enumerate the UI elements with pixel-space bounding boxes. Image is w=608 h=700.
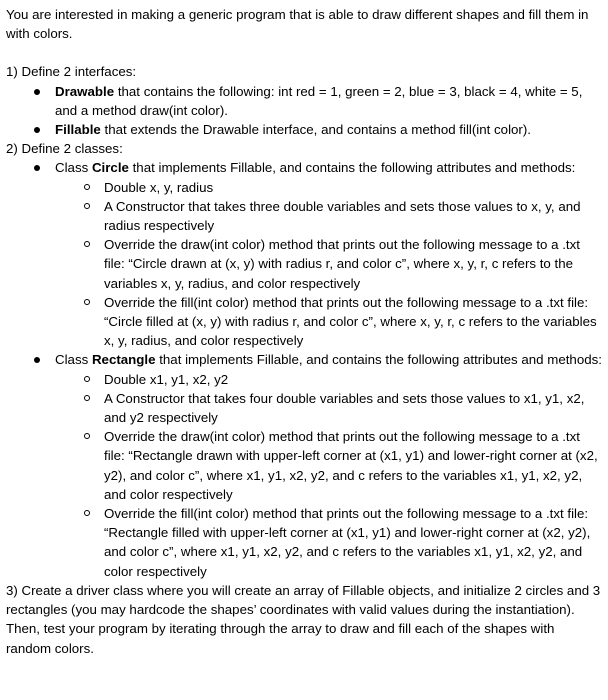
- fillable-text: that extends the Drawable interface, and contains a method fill(int color).: [100, 122, 531, 138]
- classes-list: [6, 158, 602, 580]
- rectangle-members-list: [55, 370, 602, 581]
- rectangle-member: Double x1, y1, x2, y2: [55, 370, 602, 389]
- rectangle-member: A Constructor that takes four double variables and sets those values to x1, y1, x2, and y2 respectively: [55, 389, 602, 427]
- fillable-item: [6, 120, 602, 139]
- circle-post: that implements Fillable, and contains the following attributes and methods:: [128, 160, 576, 176]
- rectangle-class-item: [6, 350, 602, 580]
- intro-paragraph: You are interested in making a generic program that is able to draw different shapes and fill them in with colors.: [6, 7, 589, 42]
- circle-pre: Class: [55, 160, 92, 176]
- section-2-heading: 2) Define 2 classes:: [6, 141, 123, 157]
- section-3-paragraph: 3) Create a driver class where you will create an array of Fillable objects, and initialize 2 circles and 3 rectangles (you may hardcode the shapes’ coordinates with valid values during the instantiation). Then, test your program by iterating through the array to draw and fill each of the shapes with random colors.: [6, 582, 601, 656]
- rectangle-member: Override the fill(int color) method that prints out the following message to a .txt file: “Rectangle filled with upper-left corner at (x1, y1) and lower-right corner at (x2, y2), and color c”, where x1, y1, x2, y2, and c refers to the variables x1, y1, x2, y2, and color respectively: [55, 504, 602, 581]
- circle-member: Double x, y, radius: [55, 178, 602, 197]
- circle-member: A Constructor that takes three double variables and sets those values to x, y, and radius respectively: [55, 197, 602, 235]
- rectangle-name: Rectangle: [91, 352, 156, 368]
- drawable-name: Drawable: [55, 83, 115, 99]
- circle-members-list: [55, 178, 602, 351]
- circle-class-item: [6, 158, 602, 350]
- drawable-item: [6, 82, 602, 120]
- circle-member: Override the fill(int color) method that prints out the following message to a .txt file: “Circle filled at (x, y) with radius r, and color c”, where x, y, r, c refers to the variables x, y, radius, and color respectively: [55, 293, 602, 351]
- rectangle-post: that implements Fillable, and contains the following attributes and methods:: [155, 352, 602, 368]
- interfaces-list: [6, 82, 602, 140]
- drawable-text: that contains the following: int red = 1, green = 2, blue = 3, black = 4, white = 5, and a method draw(int color).: [55, 83, 583, 118]
- circle-member: Override the draw(int color) method that prints out the following message to a .txt file: “Circle drawn at (x, y) with radius r, and color c”, where x, y, r, c refers to the variables x, y, radius, and color respectively: [55, 235, 602, 293]
- rectangle-pre: Class: [55, 352, 92, 368]
- rectangle-member: Override the draw(int color) method that prints out the following message to a .txt file: “Rectangle drawn with upper-left corner at (x1, y1) and lower-right corner at (x2, y2), and color c”, where x1, y1, x2, y2, and c refers to the variables x1, y1, x2, y2, and color respectively: [55, 427, 602, 504]
- fillable-name: Fillable: [55, 122, 101, 138]
- spacer: [6, 43, 602, 62]
- circle-name: Circle: [91, 160, 129, 176]
- section-1-heading: 1) Define 2 interfaces:: [6, 64, 137, 80]
